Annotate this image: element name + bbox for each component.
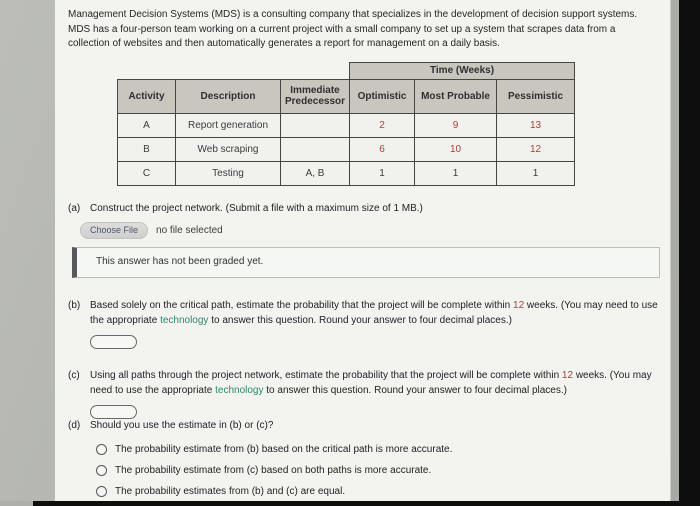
radio-button-icon[interactable] bbox=[96, 465, 107, 476]
intro-line: MDS has a four-person team working on a current project with a small company to set up a system that scrapes data from a bbox=[68, 23, 616, 35]
most-probable-cell: 1 bbox=[415, 161, 497, 185]
column-header-activity: Activity bbox=[118, 79, 176, 113]
column-header-optimistic: Optimistic bbox=[350, 79, 415, 113]
part-b-text-segment: Based solely on the critical path, estimate the probability that the project will be complete within bbox=[90, 300, 511, 311]
intro-line: collection of websites and then automatically generates a report for management on a daily basis. bbox=[68, 38, 500, 49]
part-c-answer-input[interactable] bbox=[90, 405, 137, 419]
predecessor-cell bbox=[281, 113, 350, 137]
radio-button-icon[interactable] bbox=[96, 486, 107, 497]
file-status-text: no file selected bbox=[156, 225, 223, 236]
technology-link[interactable]: technology bbox=[160, 314, 209, 326]
choose-file-button[interactable]: Choose File bbox=[80, 222, 148, 239]
radio-option-3-label[interactable]: The probability estimates from (b) and (c) are equal. bbox=[115, 485, 346, 497]
time-weeks-header: Time (Weeks) bbox=[350, 62, 575, 79]
part-b-text-segment: weeks. (You may need to use the appropriate bbox=[90, 300, 658, 326]
pessimistic-cell: 13 bbox=[497, 113, 575, 137]
pessimistic-cell: 1 bbox=[497, 161, 575, 185]
part-c-text-segment: weeks. (You may need to use the appropriate bbox=[90, 370, 652, 396]
part-b bbox=[68, 299, 660, 328]
part-d bbox=[68, 419, 660, 434]
part-a-text: Construct the project network. (Submit a file with a maximum size of 1 MB.) bbox=[90, 202, 423, 214]
column-header-immediate-predecessor: Immediate Predecessor bbox=[281, 79, 350, 113]
part-b-answer-input[interactable] bbox=[90, 335, 137, 349]
part-c-text-segment: Using all paths through the project network, estimate the probability that the project will be complete within bbox=[90, 370, 560, 381]
question-page bbox=[55, 0, 671, 501]
part-d-label: (d) bbox=[68, 420, 81, 431]
optimistic-cell: 6 bbox=[350, 137, 415, 161]
part-c bbox=[68, 369, 660, 398]
activity-cell: C bbox=[118, 161, 176, 185]
optimistic-cell: 1 bbox=[350, 161, 415, 185]
predecessor-cell bbox=[281, 137, 350, 161]
part-d-question: Should you use the estimate in (b) or (c)? bbox=[90, 420, 274, 431]
table-row-a bbox=[118, 113, 575, 137]
radio-option-1-label[interactable]: The probability estimate from (b) based on the critical path is more accurate. bbox=[115, 443, 453, 455]
part-a-label: (a) bbox=[68, 202, 81, 214]
table-empty-corner bbox=[118, 62, 350, 79]
column-header-most-probable: Most Probable bbox=[415, 79, 497, 113]
question-content bbox=[68, 8, 660, 497]
table-row-b bbox=[118, 137, 575, 161]
activity-table bbox=[117, 62, 575, 186]
pessimistic-cell: 12 bbox=[497, 137, 575, 161]
intro-paragraph bbox=[68, 8, 660, 52]
weeks-value: 12 bbox=[513, 300, 525, 311]
part-b-text-segment: to answer this question. Round your answer to four decimal places.) bbox=[211, 314, 512, 326]
graded-note-box bbox=[72, 247, 660, 278]
radio-option-3[interactable] bbox=[96, 486, 660, 497]
description-cell: Testing bbox=[176, 161, 281, 185]
technology-link[interactable]: technology bbox=[215, 384, 264, 396]
graded-note-text: This answer has not been graded yet. bbox=[96, 256, 264, 267]
photo-background-corner bbox=[0, 501, 33, 506]
part-a bbox=[68, 202, 660, 217]
radio-option-1[interactable] bbox=[96, 444, 660, 455]
description-cell: Report generation bbox=[176, 113, 281, 137]
part-b-text bbox=[90, 299, 660, 328]
activity-table-wrapper bbox=[117, 62, 660, 186]
part-b-label: (b) bbox=[68, 300, 81, 311]
most-probable-cell: 10 bbox=[415, 137, 497, 161]
radio-button-icon[interactable] bbox=[96, 444, 107, 455]
part-c-text-segment: to answer this question. Round your answer to four decimal places.) bbox=[266, 384, 567, 396]
column-header-pessimistic: Pessimistic bbox=[497, 79, 575, 113]
radio-option-2[interactable] bbox=[96, 465, 660, 476]
optimistic-cell: 2 bbox=[350, 113, 415, 137]
intro-line: Management Decision Systems (MDS) is a consulting company that specializes in the development of decision support systems. bbox=[68, 9, 638, 20]
activity-cell: A bbox=[118, 113, 176, 137]
most-probable-cell: 9 bbox=[415, 113, 497, 137]
weeks-value: 12 bbox=[561, 370, 574, 381]
predecessor-cell: A, B bbox=[281, 161, 350, 185]
radio-option-2-label[interactable]: The probability estimate from (c) based on both paths is more accurate. bbox=[115, 464, 432, 476]
column-header-description: Description bbox=[176, 79, 281, 113]
table-row-c bbox=[118, 161, 575, 185]
part-c-label: (c) bbox=[68, 370, 80, 381]
file-upload-row bbox=[80, 222, 660, 239]
description-cell: Web scraping bbox=[176, 137, 281, 161]
activity-cell: B bbox=[118, 137, 176, 161]
part-c-text bbox=[90, 369, 660, 398]
